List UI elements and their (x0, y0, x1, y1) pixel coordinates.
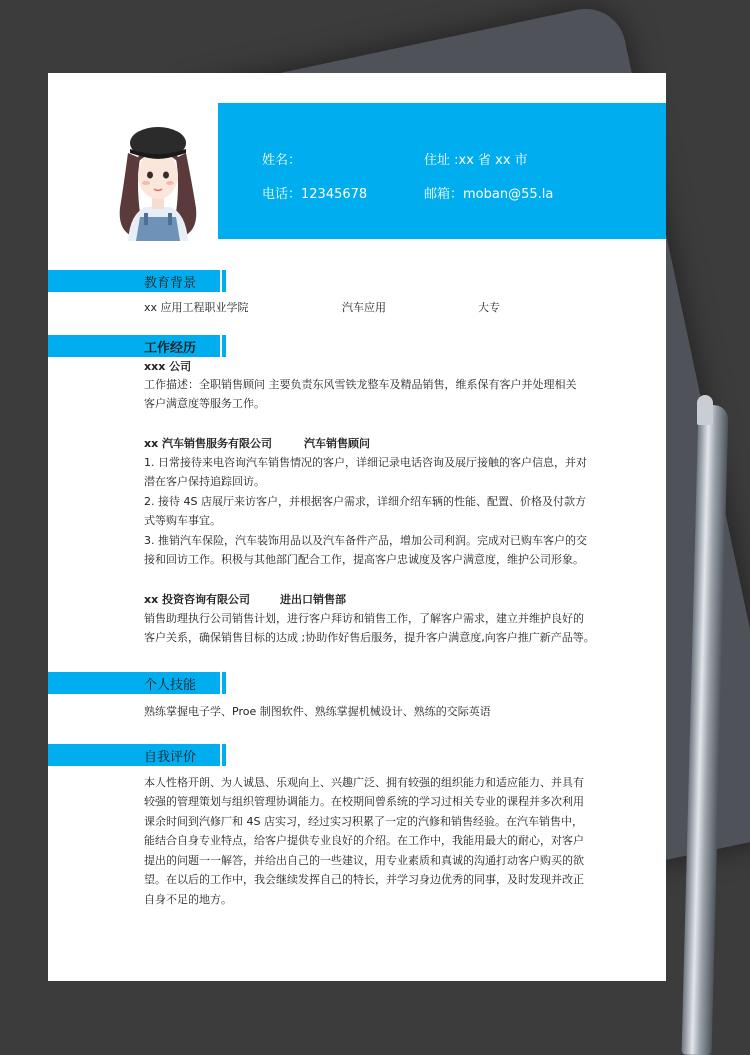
self-eval-line: 提出的问题一一解答，并给出自己的一些建议，用专业素质和真诚的沟通打动客户购买的欲 (144, 854, 584, 867)
job-line: 工作描述：全职销售顾问 主要负责东风雪铁龙整车及精品销售，维系保有客户并处理相关 (144, 378, 577, 391)
job-line: 式等购车事宜。 (144, 514, 221, 527)
section-title-self-eval: 自我评价 (144, 750, 197, 765)
section-tick (222, 335, 226, 357)
self-eval-line: 较强的管理策划与组织管理协调能力。在校期间曾系统的学习过相关专业的课程并多次利用 (144, 795, 584, 808)
job-line: 客户关系，确保销售目标的达成 ;协助作好售后服务，提升客户满意度,向客户推广新产品等。 (144, 631, 595, 644)
job-company: xx 投资咨询有限公司 (144, 593, 251, 606)
education-degree: 大专 (478, 301, 500, 314)
education-major: 汽车应用 (342, 301, 386, 314)
job-line: 客户满意度等服务工作。 (144, 397, 265, 410)
job-position: 进出口销售部 (280, 593, 346, 606)
section-tick (222, 270, 226, 292)
job-line: 接和回访工作。积极与其他部门配合工作，提高客户忠诚度及客户满意度，维护公司形象。 (144, 553, 584, 566)
job-line: 1. 日常接待来电咨询汽车销售情况的客户，详细记录电话咨询及展厅接触的客户信息，并对 (144, 456, 587, 469)
job-position: 汽车销售顾问 (304, 437, 370, 450)
section-title-education: 教育背景 (144, 276, 197, 291)
self-eval-line: 自身不足的地方。 (144, 893, 232, 906)
name-label: 姓名： (262, 153, 302, 168)
job-line: 3. 推销汽车保险，汽车装饰用品以及汽车备件产品，增加公司利润。完成对已购车客户的交 (144, 534, 587, 547)
header-band (218, 103, 666, 239)
self-eval-line: 课余时间到汽修厂和 4S 店实习，经过实习积累了一定的汽修和销售经验。在汽车销售中， (144, 815, 583, 828)
avatar (106, 113, 210, 241)
email-text: 邮箱：moban@55.la (424, 187, 554, 202)
phone-text: 电话：12345678 (262, 187, 368, 202)
job-line: 销售助理执行公司销售计划，进行客户拜访和销售工作，了解客户需求，建立并维护良好的 (144, 612, 584, 625)
section-title-skills: 个人技能 (144, 678, 197, 693)
self-eval-line: 望。在以后的工作中，我会继续发挥自己的特长，并学习身边优秀的同事，及时发现并改正 (144, 873, 584, 886)
address-text: 住址 :xx 省 xx 市 (424, 153, 528, 168)
background-pen-tip (697, 395, 713, 425)
skills-text: 熟练掌握电子学、Proe 制图软件、熟练掌握机械设计、熟练的交际英语 (144, 705, 491, 718)
self-eval-line: 能结合自身专业特点，给客户提供专业良好的介绍。在工作中，我能用最大的耐心，对客户 (144, 834, 584, 847)
resume-page (48, 73, 666, 981)
section-title-work: 工作经历 (144, 341, 197, 356)
job-line: 2. 接待 4S 店展厅来访客户，并根据客户需求，详细介绍车辆的性能、配置、价格及付款方 (144, 495, 586, 508)
job-line: 潜在客户保持追踪回访。 (144, 475, 265, 488)
education-school: xx 应用工程职业学院 (144, 301, 249, 314)
section-tick (222, 672, 226, 694)
job-company: xxx 公司 (144, 360, 192, 373)
section-tick (222, 744, 226, 766)
job-company: xx 汽车销售服务有限公司 (144, 437, 273, 450)
self-eval-line: 本人性格开朗、为人诚恳、乐观向上、兴趣广泛、拥有较强的组织能力和适应能力、并具有 (144, 776, 584, 789)
